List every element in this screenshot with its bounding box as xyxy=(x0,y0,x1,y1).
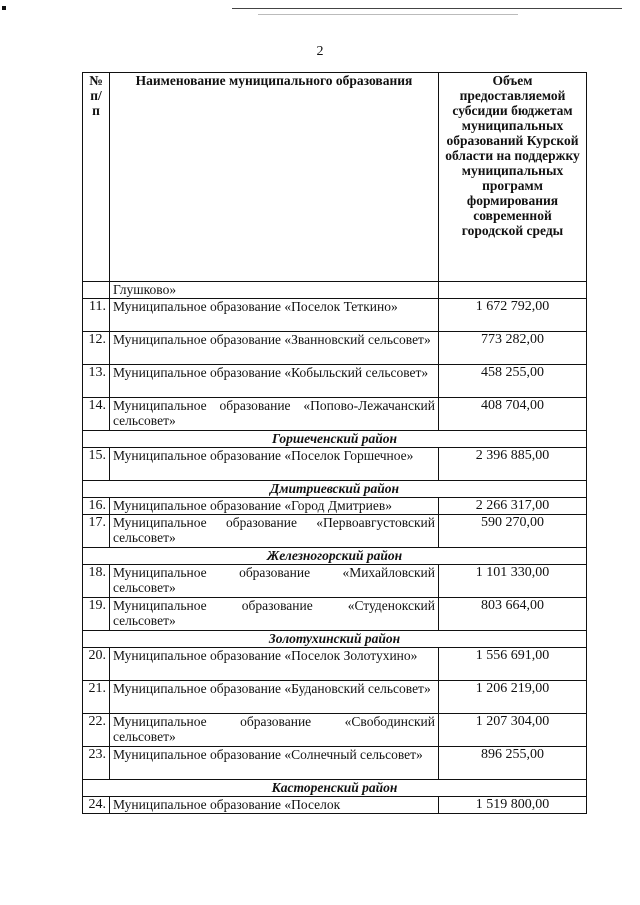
row-number: 20. xyxy=(83,648,110,681)
district-name: Золотухинский район xyxy=(83,631,587,648)
row-number: 12. xyxy=(83,332,110,365)
subsidy-value: 590 270,00 xyxy=(439,515,587,548)
row-number: 13. xyxy=(83,365,110,398)
header-volume: Объем предоставляемой субсидии бюджетам муниципальных образований Курской области на поддержку муниципальных программ формирования современной городской среды xyxy=(439,73,587,282)
row-number: 23. xyxy=(83,747,110,780)
subsidy-value: 1 519 800,00 xyxy=(439,797,587,814)
subsidy-value: 1 207 304,00 xyxy=(439,714,587,747)
row-number: 19. xyxy=(83,598,110,631)
subsidy-value: 2 266 317,00 xyxy=(439,498,587,515)
municipality-name: Муниципальное образование «Поселок Золотухино» xyxy=(110,648,439,681)
municipality-name: Муниципальное образование «Будановский сельсовет» xyxy=(110,681,439,714)
district-row xyxy=(83,431,587,448)
table-row xyxy=(83,797,587,814)
row-number: 11. xyxy=(83,299,110,332)
subsidy-value: 1 556 691,00 xyxy=(439,648,587,681)
row-number: 22. xyxy=(83,714,110,747)
district-row xyxy=(83,631,587,648)
row-number: 17. xyxy=(83,515,110,548)
row-number: 18. xyxy=(83,565,110,598)
district-row xyxy=(83,780,587,797)
municipality-name: Муниципальное образование «Поселок Теткино» xyxy=(110,299,439,332)
municipality-name: Муниципальное образование «Попово-Лежачанский сельсовет» xyxy=(110,398,439,431)
municipality-name: Муниципальное образование «Поселок Горшечное» xyxy=(110,448,439,481)
subsidy-value: 1 206 219,00 xyxy=(439,681,587,714)
subsidy-value: 458 255,00 xyxy=(439,365,587,398)
row-number xyxy=(83,282,110,299)
district-name: Железногорский район xyxy=(83,548,587,565)
subsidy-value: 773 282,00 xyxy=(439,332,587,365)
table-row xyxy=(83,365,587,398)
district-row xyxy=(83,548,587,565)
table-row xyxy=(83,398,587,431)
table-row xyxy=(83,565,587,598)
table-body xyxy=(83,282,587,814)
district-name: Касторенский район xyxy=(83,780,587,797)
page-number: 2 xyxy=(316,44,324,59)
table-header-row xyxy=(83,73,587,282)
subsidy-value: 2 396 885,00 xyxy=(439,448,587,481)
municipality-name: Муниципальное образование «Солнечный сельсовет» xyxy=(110,747,439,780)
district-name: Горшеченский район xyxy=(83,431,587,448)
district-row xyxy=(83,481,587,498)
table-row xyxy=(83,332,587,365)
municipality-name: Муниципальное образование «Первоавгустовский сельсовет» xyxy=(110,515,439,548)
municipality-name: Муниципальное образование «Поселок xyxy=(110,797,439,814)
table-row xyxy=(83,448,587,481)
municipality-name: Муниципальное образование «Званновский сельсовет» xyxy=(110,332,439,365)
municipality-name: Муниципальное образование «Студенокский сельсовет» xyxy=(110,598,439,631)
subsidy-value xyxy=(439,282,587,299)
municipality-name: Муниципальное образование «Михайловский сельсовет» xyxy=(110,565,439,598)
row-number: 24. xyxy=(83,797,110,814)
table-row xyxy=(83,648,587,681)
scan-mark xyxy=(2,6,6,10)
header-num: № п/ п xyxy=(83,73,110,282)
subsidy-value: 1 101 330,00 xyxy=(439,565,587,598)
municipality-name: Муниципальное образование «Свободинский сельсовет» xyxy=(110,714,439,747)
subsidy-value: 803 664,00 xyxy=(439,598,587,631)
table-row xyxy=(83,714,587,747)
table-row xyxy=(83,747,587,780)
row-number: 15. xyxy=(83,448,110,481)
row-number: 21. xyxy=(83,681,110,714)
municipality-name: Муниципальное образование «Город Дмитриев» xyxy=(110,498,439,515)
table-row xyxy=(83,598,587,631)
subsidy-value: 408 704,00 xyxy=(439,398,587,431)
table-row xyxy=(83,299,587,332)
row-number: 14. xyxy=(83,398,110,431)
table-row xyxy=(83,515,587,548)
municipality-name: Глушково» xyxy=(110,282,439,299)
top-rule-faint xyxy=(258,14,518,15)
district-name: Дмитриевский район xyxy=(83,481,587,498)
municipality-name: Муниципальное образование «Кобыльский сельсовет» xyxy=(110,365,439,398)
subsidy-value: 1 672 792,00 xyxy=(439,299,587,332)
subsidy-value: 896 255,00 xyxy=(439,747,587,780)
table-row xyxy=(83,681,587,714)
top-rule xyxy=(232,8,622,9)
table-row xyxy=(83,498,587,515)
subsidy-table xyxy=(82,72,587,814)
table-row xyxy=(83,282,587,299)
header-name: Наименование муниципального образования xyxy=(110,73,439,282)
row-number: 16. xyxy=(83,498,110,515)
